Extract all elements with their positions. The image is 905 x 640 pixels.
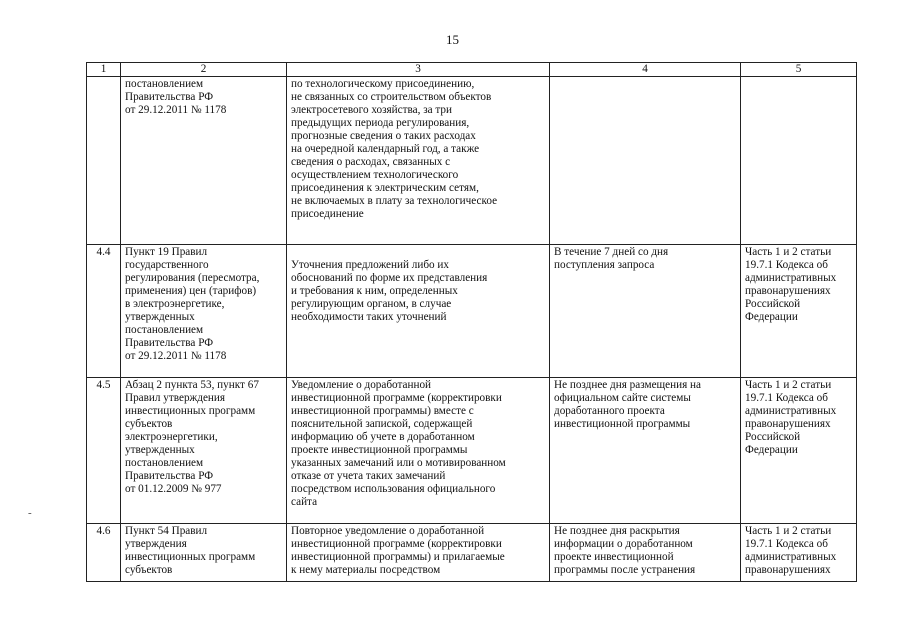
- column-header: 5: [741, 63, 857, 77]
- table-row: [87, 378, 857, 524]
- row-number: 4.4: [87, 245, 121, 378]
- margin-mark: -: [28, 507, 32, 519]
- liability-cell: [741, 77, 857, 245]
- deadline-cell: Не позднее дня размещения на официальном сайте системы доработанного проекта инвестиционной программы: [550, 378, 741, 524]
- column-header: 4: [550, 63, 741, 77]
- table-header-row: [87, 63, 857, 77]
- deadline-cell: [550, 77, 741, 245]
- legal-basis-cell: Пункт 19 Правил государственного регулирования (пересмотра, применения) цен (тарифов) в электроэнергетике, утвержденных постановлением Правительства РФ от 29.12.2011 № 1178: [121, 245, 287, 378]
- content-cell: Уточнения предложений либо их обоснований по форме их представления и требования к ним, определенных регулирующим органом, в случае необходимости таких уточнений: [287, 245, 550, 378]
- table-row: [87, 245, 857, 378]
- content-cell: Повторное уведомление о доработанной инвестиционной программе (корректировки инвестиционной программы) и прилагаемые к нему материалы посредством: [287, 524, 550, 582]
- deadline-cell: В течение 7 дней со дня поступления запроса: [550, 245, 741, 378]
- column-header: 2: [121, 63, 287, 77]
- row-number: 4.6: [87, 524, 121, 582]
- deadline-cell: Не позднее дня раскрытия информации о доработанном проекте инвестиционной программы после устранения: [550, 524, 741, 582]
- obligations-table: [86, 62, 857, 582]
- legal-basis-cell: Пункт 54 Правил утверждения инвестиционных программ субъектов: [121, 524, 287, 582]
- column-header: 1: [87, 63, 121, 77]
- liability-cell: Часть 1 и 2 статьи 19.7.1 Кодекса об административных правонарушениях Российской Федерации: [741, 378, 857, 524]
- table-row: [87, 77, 857, 245]
- page-number: 15: [446, 32, 459, 47]
- table-row: [87, 524, 857, 582]
- content-cell: по технологическому присоединению, не связанных со строительством объектов электросетевого хозяйства, за три предыдущих периода регулирования, прогнозные сведения о таких расходах на очередной календарный год, а также сведения о расходах, связанных с осуществлением технологического присоединения к электрическим сетям, не включаемых в плату за технологическое присоединение: [287, 77, 550, 245]
- column-header: 3: [287, 63, 550, 77]
- row-number: 4.5: [87, 378, 121, 524]
- liability-cell: Часть 1 и 2 статьи 19.7.1 Кодекса об административных правонарушениях: [741, 524, 857, 582]
- row-number: [87, 77, 121, 245]
- legal-basis-cell: постановлением Правительства РФ от 29.12.2011 № 1178: [121, 77, 287, 245]
- liability-cell: Часть 1 и 2 статьи 19.7.1 Кодекса об административных правонарушениях Российской Федерации: [741, 245, 857, 378]
- legal-basis-cell: Абзац 2 пункта 53, пункт 67 Правил утверждения инвестиционных программ субъектов электроэнергетики, утвержденных постановлением Правительства РФ от 01.12.2009 № 977: [121, 378, 287, 524]
- content-cell: Уведомление о доработанной инвестиционной программе (корректировки инвестиционной программы) вместе с пояснительной запиской, содержащей информацию об учете в доработанном проекте инвестиционной программы указанных замечаний или о мотивированном отказе от учета таких замечаний посредством использования официального сайта: [287, 378, 550, 524]
